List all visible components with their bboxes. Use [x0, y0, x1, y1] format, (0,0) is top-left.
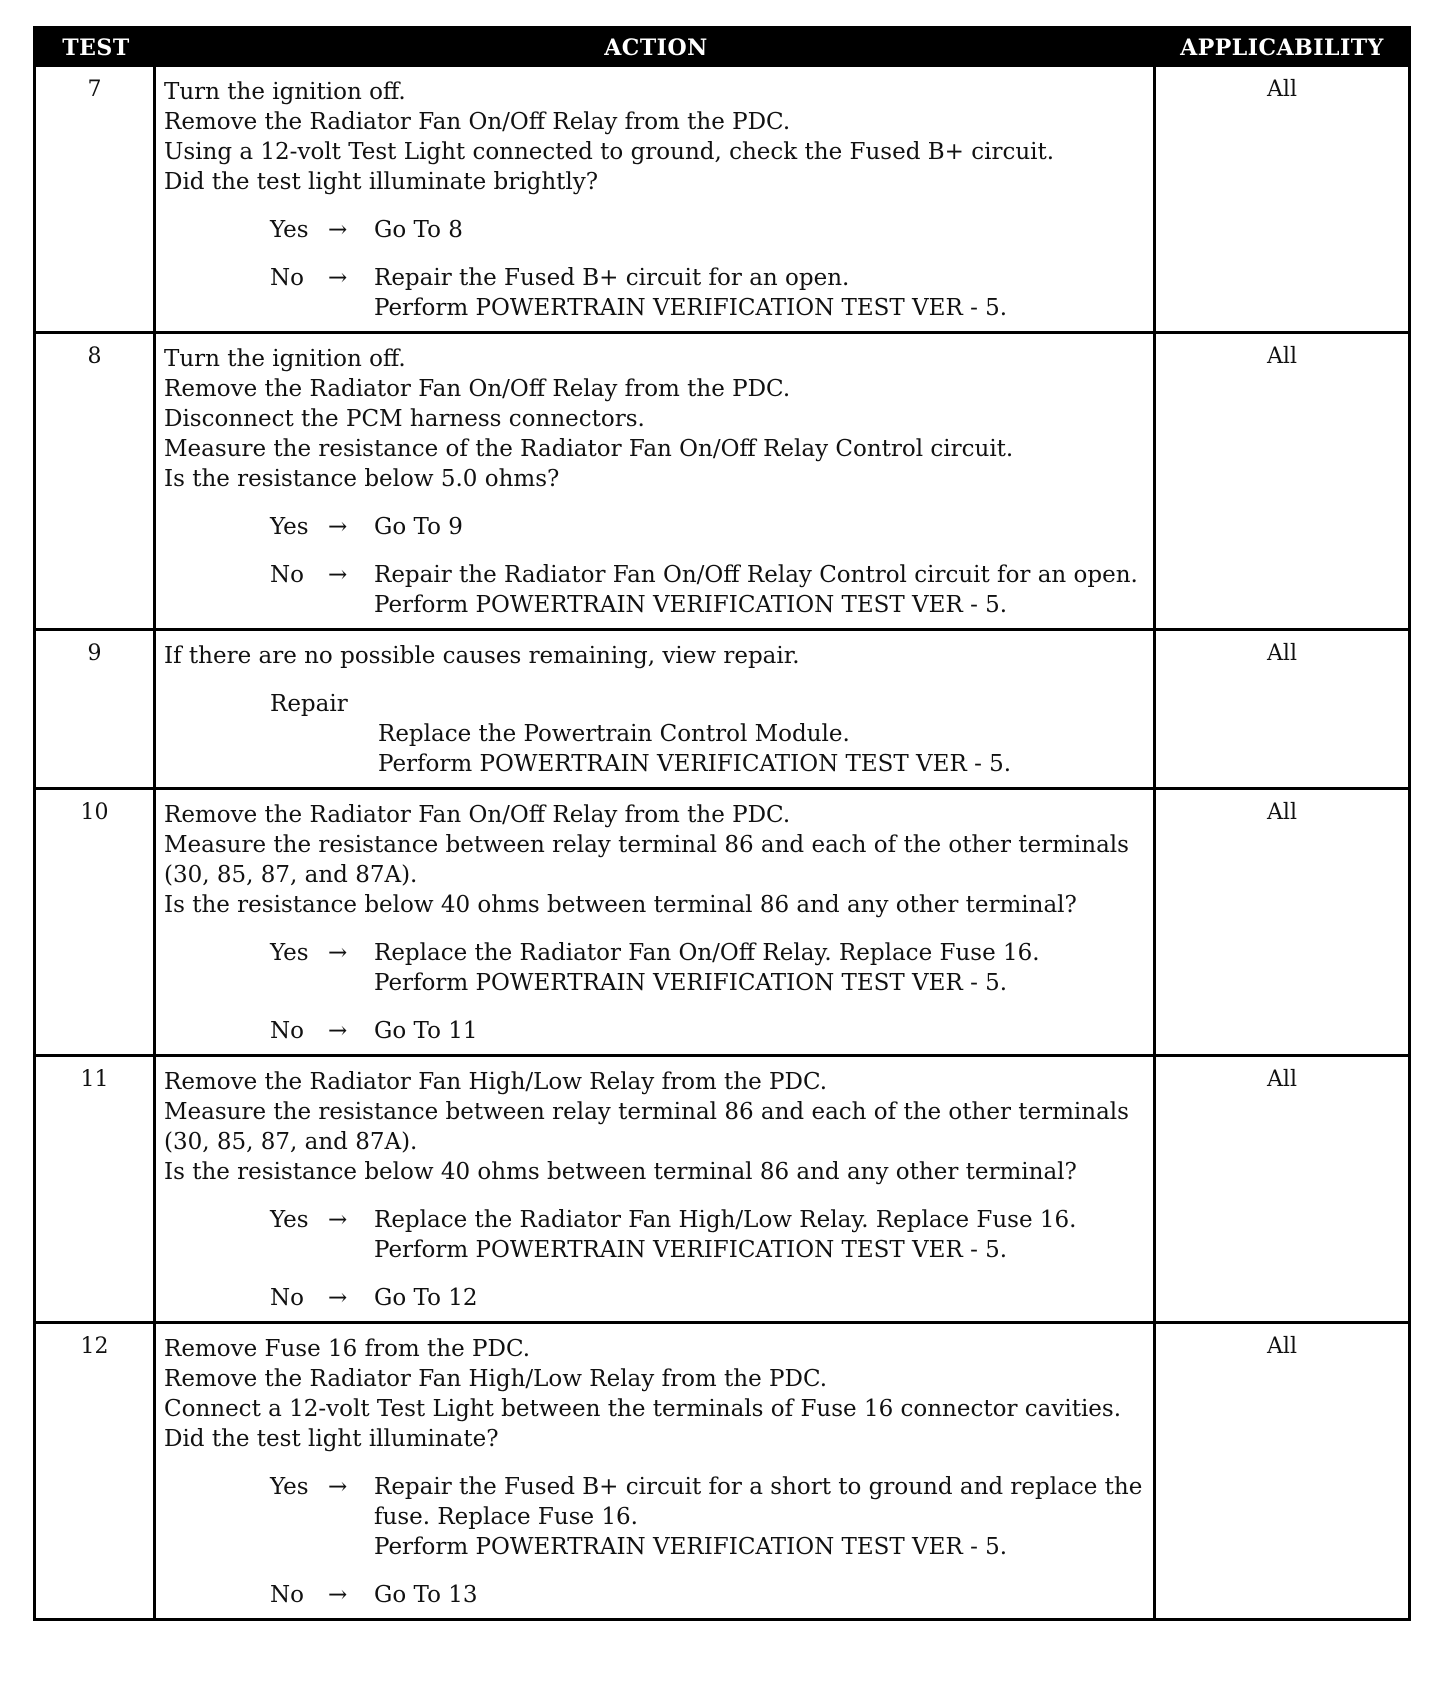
arrow-icon: → [328, 514, 348, 540]
test-number: 8 [36, 334, 156, 628]
applicability-value: All [1267, 641, 1297, 666]
action-step: Remove the Radiator Fan On/Off Relay from the PDC. [164, 109, 791, 135]
action-step: Remove the Radiator Fan High/Low Relay from the PDC. [164, 1366, 828, 1392]
action-step: Is the resistance below 40 ohms between terminal 86 and any other terminal? [164, 1159, 1077, 1185]
outcome-label: Yes [270, 940, 309, 966]
diagnostic-test-table [33, 26, 1411, 1621]
outcome-result [374, 1283, 1145, 1313]
outcome-result [374, 1205, 1145, 1265]
result-line: Repair the Fused B+ circuit for a short to ground and replace the [374, 1474, 1143, 1500]
applicability-value: All [1267, 1067, 1297, 1092]
outcome-label: No [270, 1018, 304, 1044]
table-row [36, 1054, 1408, 1321]
outcome-yes [270, 512, 1145, 542]
table-row [36, 628, 1408, 787]
action-step: (30, 85, 87, and 87A). [164, 1129, 418, 1155]
applicability-value: All [1267, 800, 1297, 825]
result-line: Go To 9 [374, 514, 463, 540]
action-step: Connect a 12-volt Test Light between the terminals of Fuse 16 connector cavities. [164, 1396, 1122, 1422]
action-step: Measure the resistance of the Radiator Fan On/Off Relay Control circuit. [164, 436, 1014, 462]
action-step: Is the resistance below 40 ohms between terminal 86 and any other terminal? [164, 892, 1077, 918]
outcome-result [374, 263, 1145, 323]
action-step: Turn the ignition off. [164, 79, 406, 105]
header-action: ACTION [604, 35, 708, 61]
action-cell [156, 1324, 1156, 1618]
repair-label: Repair [270, 691, 348, 717]
action-step: Measure the resistance between relay terminal 86 and each of the other terminals [164, 1099, 1129, 1125]
outcome-label: Yes [270, 514, 309, 540]
table-body [36, 67, 1408, 1618]
action-step: Remove the Radiator Fan High/Low Relay from the PDC. [164, 1069, 828, 1095]
action-step: Disconnect the PCM harness connectors. [164, 406, 645, 432]
result-line: Repair the Radiator Fan On/Off Relay Control circuit for an open. [374, 562, 1138, 588]
table-row [36, 1321, 1408, 1618]
action-step: Remove Fuse 16 from the PDC. [164, 1336, 531, 1362]
outcome-label: No [270, 1582, 304, 1608]
result-line: Go To 12 [374, 1285, 478, 1311]
arrow-icon: → [328, 940, 348, 966]
action-cell [156, 631, 1156, 787]
outcome-result [374, 560, 1145, 620]
arrow-icon: → [328, 562, 348, 588]
result-line: Replace the Radiator Fan On/Off Relay. Replace Fuse 16. [374, 940, 1040, 966]
outcome-result [374, 1472, 1145, 1562]
action-cell [156, 1057, 1156, 1321]
arrow-icon: → [328, 1207, 348, 1233]
result-line: Replace the Radiator Fan High/Low Relay. Replace Fuse 16. [374, 1207, 1077, 1233]
action-step: Is the resistance below 5.0 ohms? [164, 466, 560, 492]
action-step: If there are no possible causes remaining, view repair. [164, 643, 800, 669]
outcome-result [374, 215, 1145, 245]
table-row [36, 67, 1408, 331]
outcome-result [374, 512, 1145, 542]
outcome-label: Yes [270, 217, 309, 243]
test-number: 12 [36, 1324, 156, 1618]
outcome-label: No [270, 265, 304, 291]
table-header [36, 29, 1408, 67]
result-line: Perform POWERTRAIN VERIFICATION TEST VER - 5. [374, 295, 1008, 321]
outcome-label: Yes [270, 1474, 309, 1500]
outcome-yes [270, 938, 1145, 998]
outcome-result [374, 1580, 1145, 1610]
outcome-label: Yes [270, 1207, 309, 1233]
applicability-value: All [1267, 77, 1297, 102]
table-row [36, 331, 1408, 628]
outcome-no [270, 560, 1145, 620]
action-step: Using a 12-volt Test Light connected to ground, check the Fused B+ circuit. [164, 139, 1055, 165]
repair-line: Perform POWERTRAIN VERIFICATION TEST VER - 5. [378, 751, 1012, 777]
test-number: 7 [36, 67, 156, 331]
test-number: 11 [36, 1057, 156, 1321]
outcome-no [270, 1580, 1145, 1610]
outcome-result [374, 938, 1145, 998]
action-step: Turn the ignition off. [164, 346, 406, 372]
arrow-icon: → [328, 1018, 348, 1044]
applicability-value: All [1267, 344, 1297, 369]
result-line: Perform POWERTRAIN VERIFICATION TEST VER - 5. [374, 970, 1008, 996]
test-number: 9 [36, 631, 156, 787]
test-number: 10 [36, 790, 156, 1054]
arrow-icon: → [328, 1582, 348, 1608]
result-line: fuse. Replace Fuse 16. [374, 1504, 638, 1530]
outcome-result [374, 1016, 1145, 1046]
result-line: Perform POWERTRAIN VERIFICATION TEST VER - 5. [374, 1237, 1008, 1263]
outcome-label: No [270, 1285, 304, 1311]
applicability-value: All [1267, 1334, 1297, 1359]
outcome-no [270, 1283, 1145, 1313]
action-step: Measure the resistance between relay terminal 86 and each of the other terminals [164, 832, 1129, 858]
action-cell [156, 67, 1156, 331]
action-step: Remove the Radiator Fan On/Off Relay from the PDC. [164, 376, 791, 402]
result-line: Perform POWERTRAIN VERIFICATION TEST VER - 5. [374, 592, 1008, 618]
result-line: Go To 8 [374, 217, 463, 243]
outcome-yes [270, 1205, 1145, 1265]
outcome-yes [270, 1472, 1145, 1562]
action-cell [156, 334, 1156, 628]
action-step: (30, 85, 87, and 87A). [164, 862, 418, 888]
repair-line: Replace the Powertrain Control Module. [378, 721, 850, 747]
table-row [36, 787, 1408, 1054]
result-line: Repair the Fused B+ circuit for an open. [374, 265, 850, 291]
arrow-icon: → [328, 1285, 348, 1311]
action-step: Did the test light illuminate brightly? [164, 169, 599, 195]
action-cell [156, 790, 1156, 1054]
repair-lines [378, 719, 1145, 779]
header-applicability: APPLICABILITY [1180, 35, 1384, 61]
outcome-no [270, 263, 1145, 323]
header-test: TEST [62, 35, 130, 61]
action-step: Remove the Radiator Fan On/Off Relay from the PDC. [164, 802, 791, 828]
outcome-yes [270, 215, 1145, 245]
result-line: Go To 13 [374, 1582, 478, 1608]
arrow-icon: → [328, 217, 348, 243]
arrow-icon: → [328, 1474, 348, 1500]
repair-block [270, 689, 1145, 779]
outcome-label: No [270, 562, 304, 588]
action-step: Did the test light illuminate? [164, 1426, 499, 1452]
outcome-no [270, 1016, 1145, 1046]
result-line: Go To 11 [374, 1018, 478, 1044]
result-line: Perform POWERTRAIN VERIFICATION TEST VER - 5. [374, 1534, 1008, 1560]
arrow-icon: → [328, 265, 348, 291]
